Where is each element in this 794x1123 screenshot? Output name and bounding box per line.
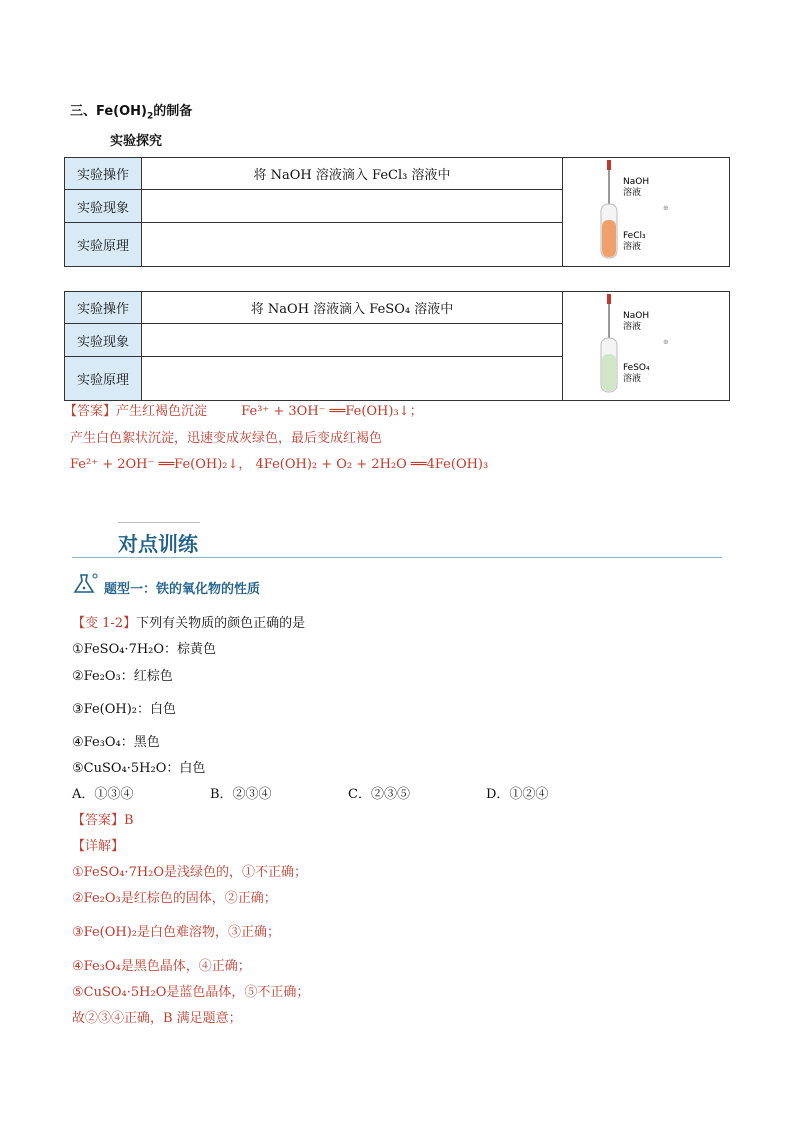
question-stem: [72, 612, 305, 631]
flask-icon: [72, 572, 100, 596]
reagent-bottom-label: FeSO₄ 溶液: [623, 363, 650, 384]
section-title: 三、$Fe(OH)_2$的制备: [70, 104, 193, 122]
question-item: ③Fe(OH)₂：白色: [72, 702, 177, 717]
apparatus-figure: [563, 158, 730, 267]
drill-title: 对点训练: [118, 532, 198, 556]
question-item: ①FeSO₄·7H₂O：棕黄色: [72, 642, 217, 657]
answer-tag: 【答案】: [64, 404, 117, 419]
row-label-operation: 实验操作: [65, 158, 142, 190]
row-label-operation: 实验操作: [65, 292, 142, 324]
drill-top-rule: [118, 522, 200, 523]
detail-line: ③Fe(OH)₂是白色难溶物，③正确；: [72, 925, 281, 940]
question-item: ⑤CuSO₄·5H₂O：白色: [72, 761, 206, 776]
detail-conclusion: 故②③④正确，B 满足题意；: [72, 1011, 242, 1026]
row-label-principle: 实验原理: [65, 222, 142, 266]
row-label-principle: 实验原理: [65, 356, 142, 400]
question-item: ④Fe₃O₄：黑色: [72, 735, 160, 750]
experiment-table-feso4: [64, 291, 730, 401]
svg-text:⊕: ⊕: [663, 204, 669, 212]
apparatus-figure: [563, 292, 730, 401]
phenomenon-cell: [142, 190, 563, 222]
experiment-table-fecl3: [64, 157, 730, 267]
answer-equation-2: Fe²⁺ + 2OH⁻ ══Fe(OH)₂↓， 4Fe(OH)₂ + O₂ + 2H₂O ══4Fe(OH)₃: [70, 457, 489, 472]
detail-line: ①FeSO₄·7H₂O是浅绿色的，①不正确；: [72, 865, 308, 880]
principle-cell: [142, 356, 563, 400]
drill-underline: [72, 557, 722, 558]
answer-line: [72, 809, 134, 828]
answer-text-2: 产生白色絮状沉淀，迅速变成灰绿色，最后变成红褐色: [70, 431, 383, 446]
answer-line-1: [64, 400, 423, 419]
operation-cell: 将 NaOH 溶液滴入 FeCl₃ 溶液中: [142, 158, 563, 190]
answer-value: B: [124, 813, 134, 828]
test-tube-dropper-figure: [563, 158, 729, 262]
option-c: C．②③⑤: [348, 787, 410, 802]
svg-text:⊕: ⊕: [663, 338, 669, 346]
question-item: ②Fe₂O₃：红棕色: [72, 669, 173, 684]
row-label-phenomenon: 实验现象: [65, 324, 142, 356]
reagent-bottom-label: FeCl₃ 溶液: [623, 231, 646, 252]
liquid: [602, 354, 616, 391]
detail-line: ④Fe₃O₄是黑色晶体，④正确；: [72, 959, 251, 974]
answer-tag: 【答案】: [72, 813, 125, 828]
test-tube-dropper-figure: [563, 292, 729, 396]
section-subtitle: 实验探究: [110, 134, 163, 149]
phenomenon-cell: [142, 324, 563, 356]
answer-equation-1: Fe³⁺ + 3OH⁻ ══Fe(OH)₃↓；: [241, 404, 423, 419]
detail-tag: 【详解】: [72, 839, 125, 854]
answer-text-1: 产生红褐色沉淀: [116, 404, 208, 419]
principle-cell: [142, 222, 563, 266]
reagent-top-label: NaOH 溶液: [623, 311, 650, 332]
operation-cell: 将 NaOH 溶液滴入 FeSO₄ 溶液中: [142, 292, 563, 324]
option-a: A．①③④: [72, 787, 134, 802]
option-b: B．②③④: [210, 787, 272, 802]
topic-heading: 题型一：铁的氧化物的性质: [104, 582, 261, 597]
question-tag: 【变 1-2】: [72, 616, 137, 631]
option-d: D．①②④: [486, 787, 549, 802]
row-label-phenomenon: 实验现象: [65, 190, 142, 222]
liquid: [602, 220, 616, 257]
reagent-top-label: NaOH 溶液: [623, 177, 650, 198]
question-text: 下列有关物质的颜色正确的是: [136, 616, 306, 631]
detail-line: ⑤CuSO₄·5H₂O是蓝色晶体，⑤不正确；: [72, 985, 310, 1000]
detail-line: ②Fe₂O₃是红棕色的固体，②正确；: [72, 891, 277, 906]
